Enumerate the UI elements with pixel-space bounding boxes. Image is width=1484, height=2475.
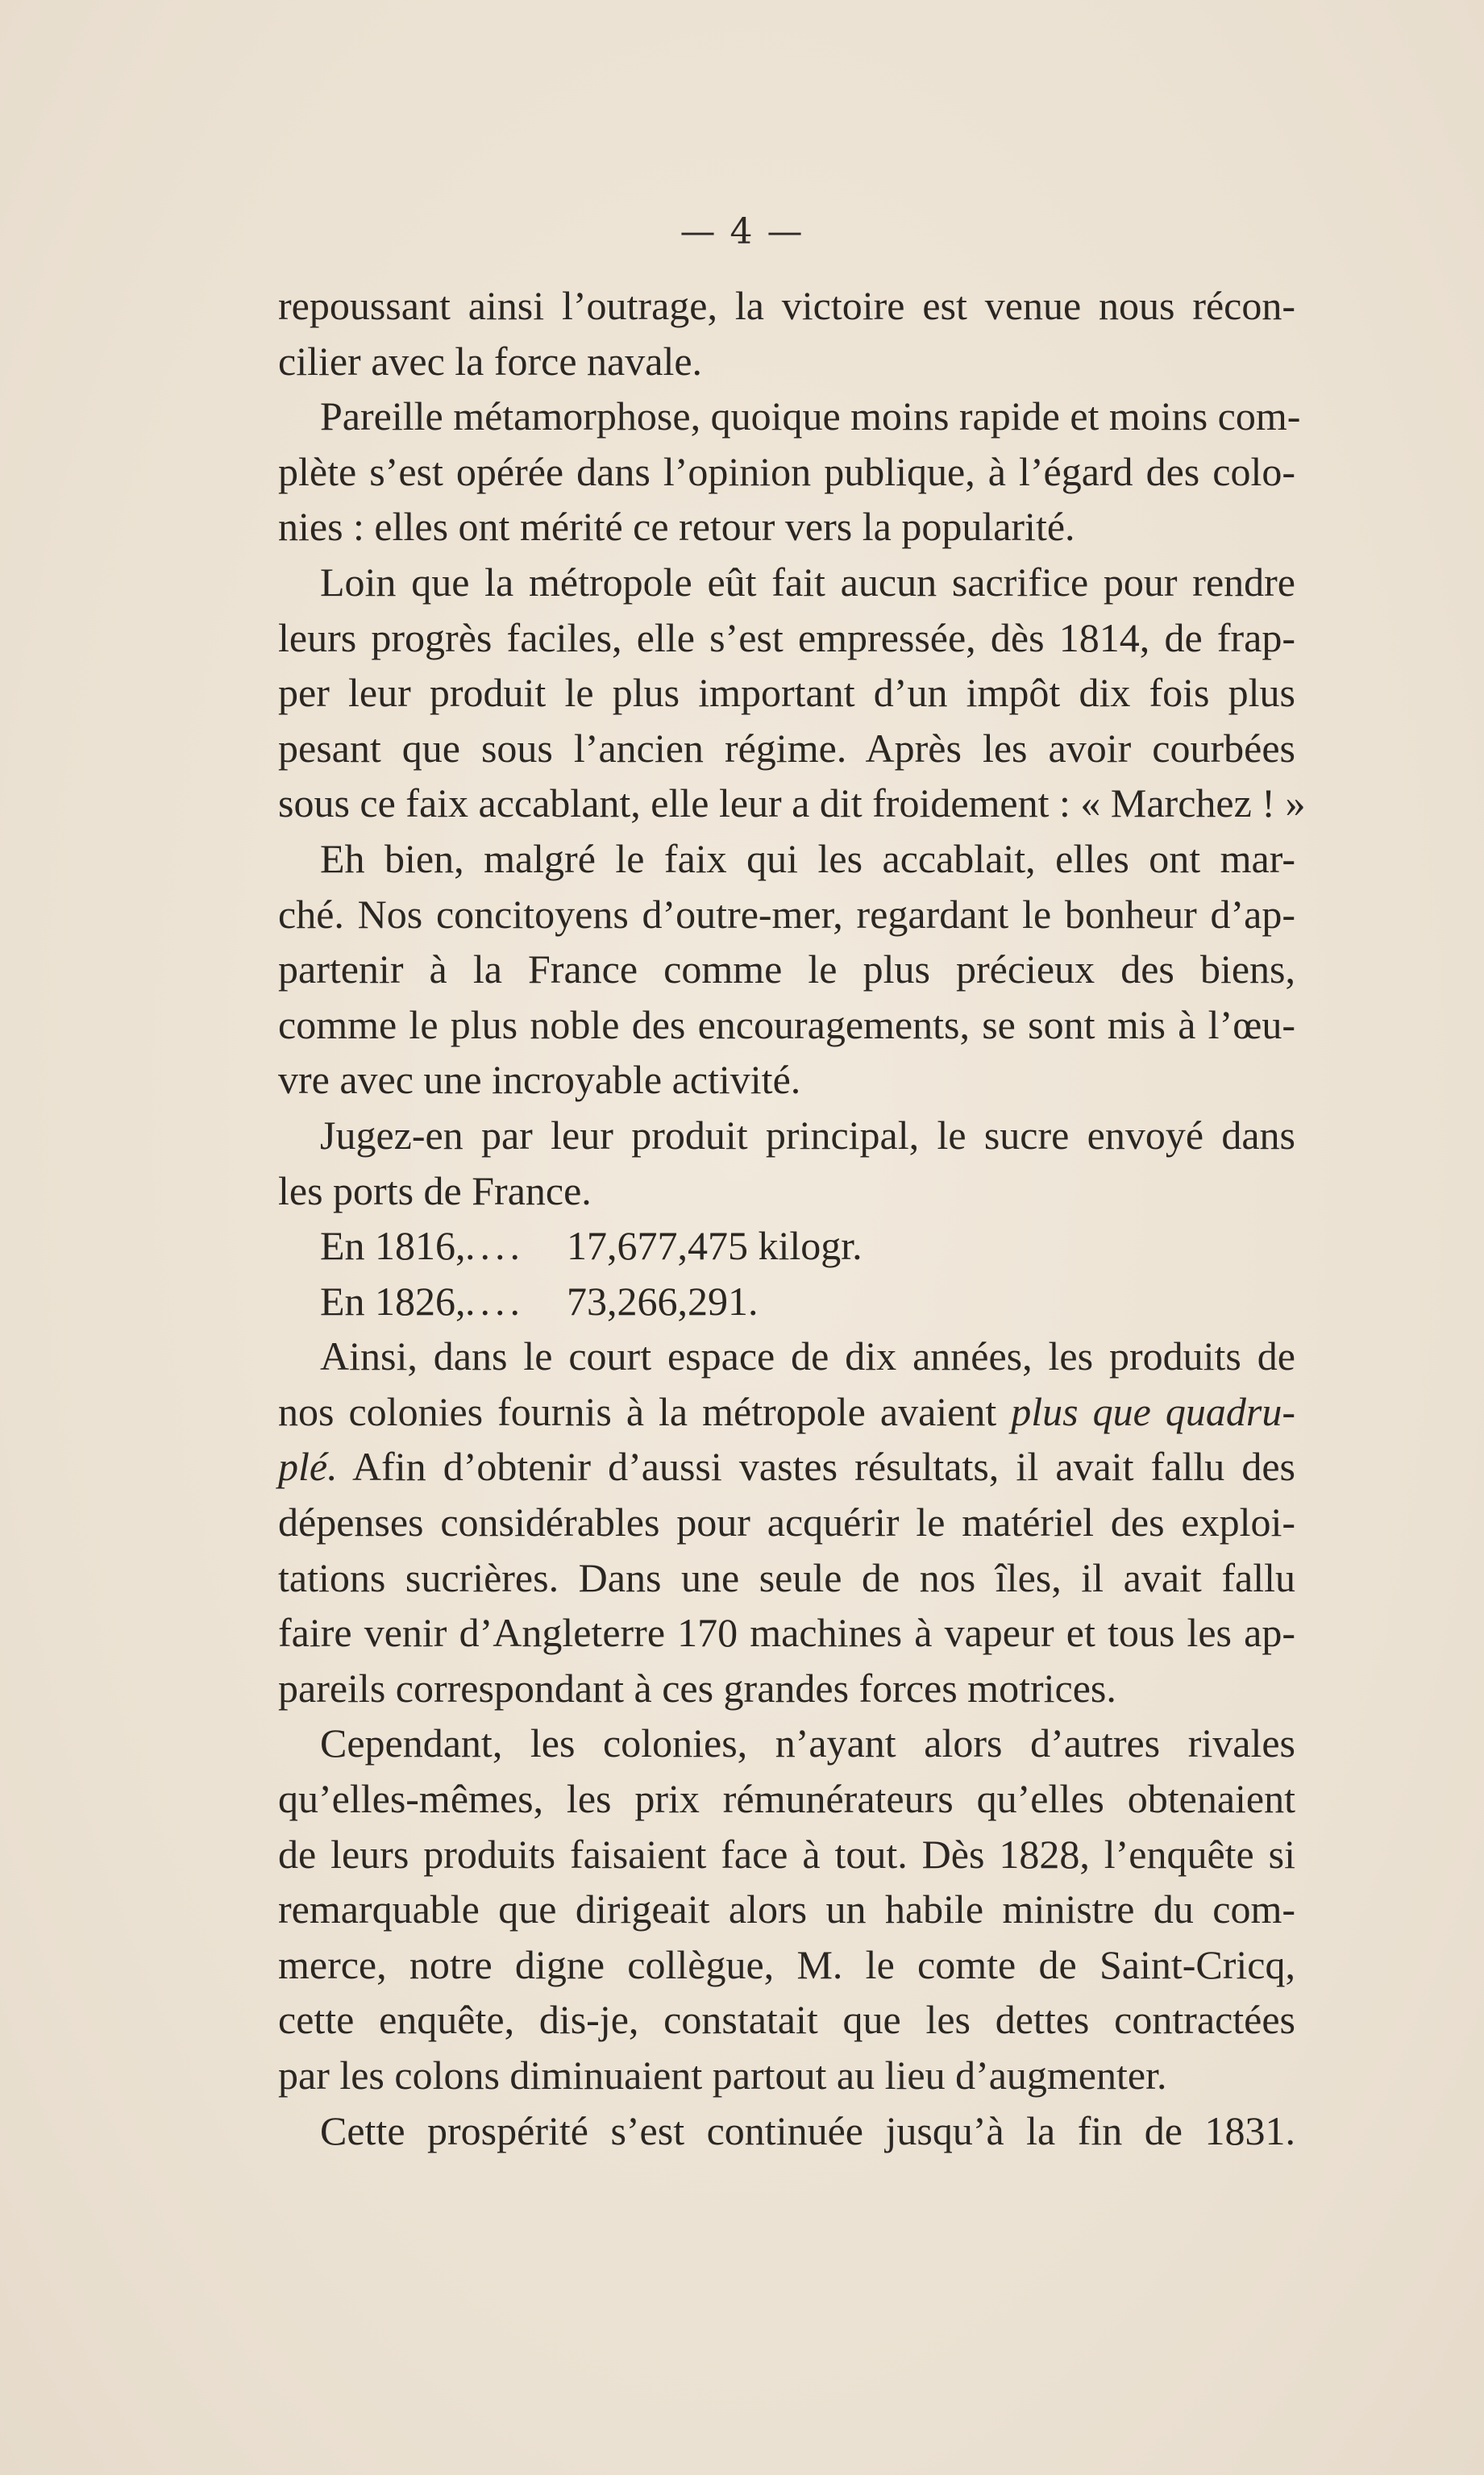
text-line: les ports de France. (278, 1167, 592, 1213)
text-line: ché. Nos concitoyens d’outre-mer, regardant le bonheur d’ap- (278, 891, 1295, 937)
text-line: nies : elles ont mérité ce retour vers la popularité. (278, 504, 1075, 550)
text-line: pesant que sous l’ancien régime. Après les avoir courbées (278, 725, 1295, 771)
body-text (278, 278, 1306, 2158)
text-line-mixed (278, 1439, 1295, 1495)
text-line: Jugez-en par leur produit principal, le sucre envoyé dans (320, 1112, 1295, 1158)
text-line: Cependant, les colonies, n’ayant alors d’autres rivales (320, 1720, 1295, 1766)
text-line: pareils correspondant à ces grandes forces motrices. (278, 1665, 1116, 1711)
emphasis-text: plus que quadru- (1011, 1388, 1295, 1434)
text-line: Cette prospérité s’est continuée jusqu’à la fin de 1831. (320, 2107, 1295, 2153)
text-line: vre avec une incroyable activité. (278, 1057, 801, 1103)
text-line: Loin que la métropole eût fait aucun sacrifice pour rendre (320, 559, 1295, 605)
text-line: repoussant ainsi l’outrage, la victoire est venue nous récon- (278, 283, 1295, 328)
text-line: leurs progrès faciles, elle s’est empressée, dès 1814, de frap- (278, 614, 1295, 660)
figure-row-1826 (278, 1274, 1295, 1329)
figure-dots: .... (465, 1278, 525, 1324)
page-number: — 4 — (680, 211, 804, 252)
text-line: qu’elles-mêmes, les prix rémunérateurs qu’elles obtenaient (278, 1776, 1295, 1822)
figure-dots: .... (465, 1223, 525, 1269)
text-line: plète s’est opérée dans l’opinion publique, à l’égard des colo- (278, 448, 1295, 494)
text-line: tations sucrières. Dans une seule de nos îles, il avait fallu (278, 1554, 1295, 1600)
text-line: de leurs produits faisaient face à tout. Dès 1828, l’enquête si (278, 1831, 1295, 1877)
figure-year: En 1826, (320, 1278, 466, 1324)
text-line: Eh bien, malgré le faix qui les accablait, elles ont mar- (320, 835, 1295, 881)
text-line: Pareille métamorphose, quoique moins rapide et moins com- (320, 393, 1301, 439)
emphasis-text: plé. (278, 1444, 338, 1490)
text-line-mixed (278, 1384, 1295, 1440)
text-line: dépenses considérables pour acquérir le matériel des exploi- (278, 1500, 1295, 1545)
text-line: par les colons diminuaient partout au lieu d’augmenter. (278, 2053, 1167, 2098)
figure-year: En 1816, (320, 1223, 466, 1269)
text-segment: nos colonies fournis à la métropole avaient (278, 1388, 997, 1434)
text-line: sous ce faix accablant, elle leur a dit froidement : « Marchez ! » (278, 780, 1306, 826)
text-line: partenir à la France comme le plus précieux des biens, (278, 946, 1295, 992)
text-segment: Afin d’obtenir d’aussi vastes résultats, il avait fallu des (351, 1444, 1295, 1490)
text-line: per leur produit le plus important d’un impôt dix fois plus (278, 670, 1295, 716)
text-line: remarquable que dirigeait alors un habile ministre du com- (278, 1886, 1295, 1932)
figure-quantity: 73,266,291. (567, 1278, 759, 1324)
text-line: merce, notre digne collègue, M. le comte de Saint-Cricq, (278, 1941, 1295, 1987)
text-line: faire venir d’Angleterre 170 machines à vapeur et tous les ap- (278, 1610, 1295, 1656)
text-line: cilier avec la force navale. (278, 338, 703, 384)
text-line: comme le plus noble des encouragements, se sont mis à l’œu- (278, 1001, 1295, 1047)
figure-quantity: 17,677,475 kilogr. (567, 1223, 863, 1269)
figure-row-1816 (278, 1218, 1295, 1274)
text-line: Ainsi, dans le court espace de dix années, les produits de (320, 1333, 1295, 1379)
text-line: cette enquête, dis-je, constatait que les dettes contractées (278, 1997, 1295, 2043)
